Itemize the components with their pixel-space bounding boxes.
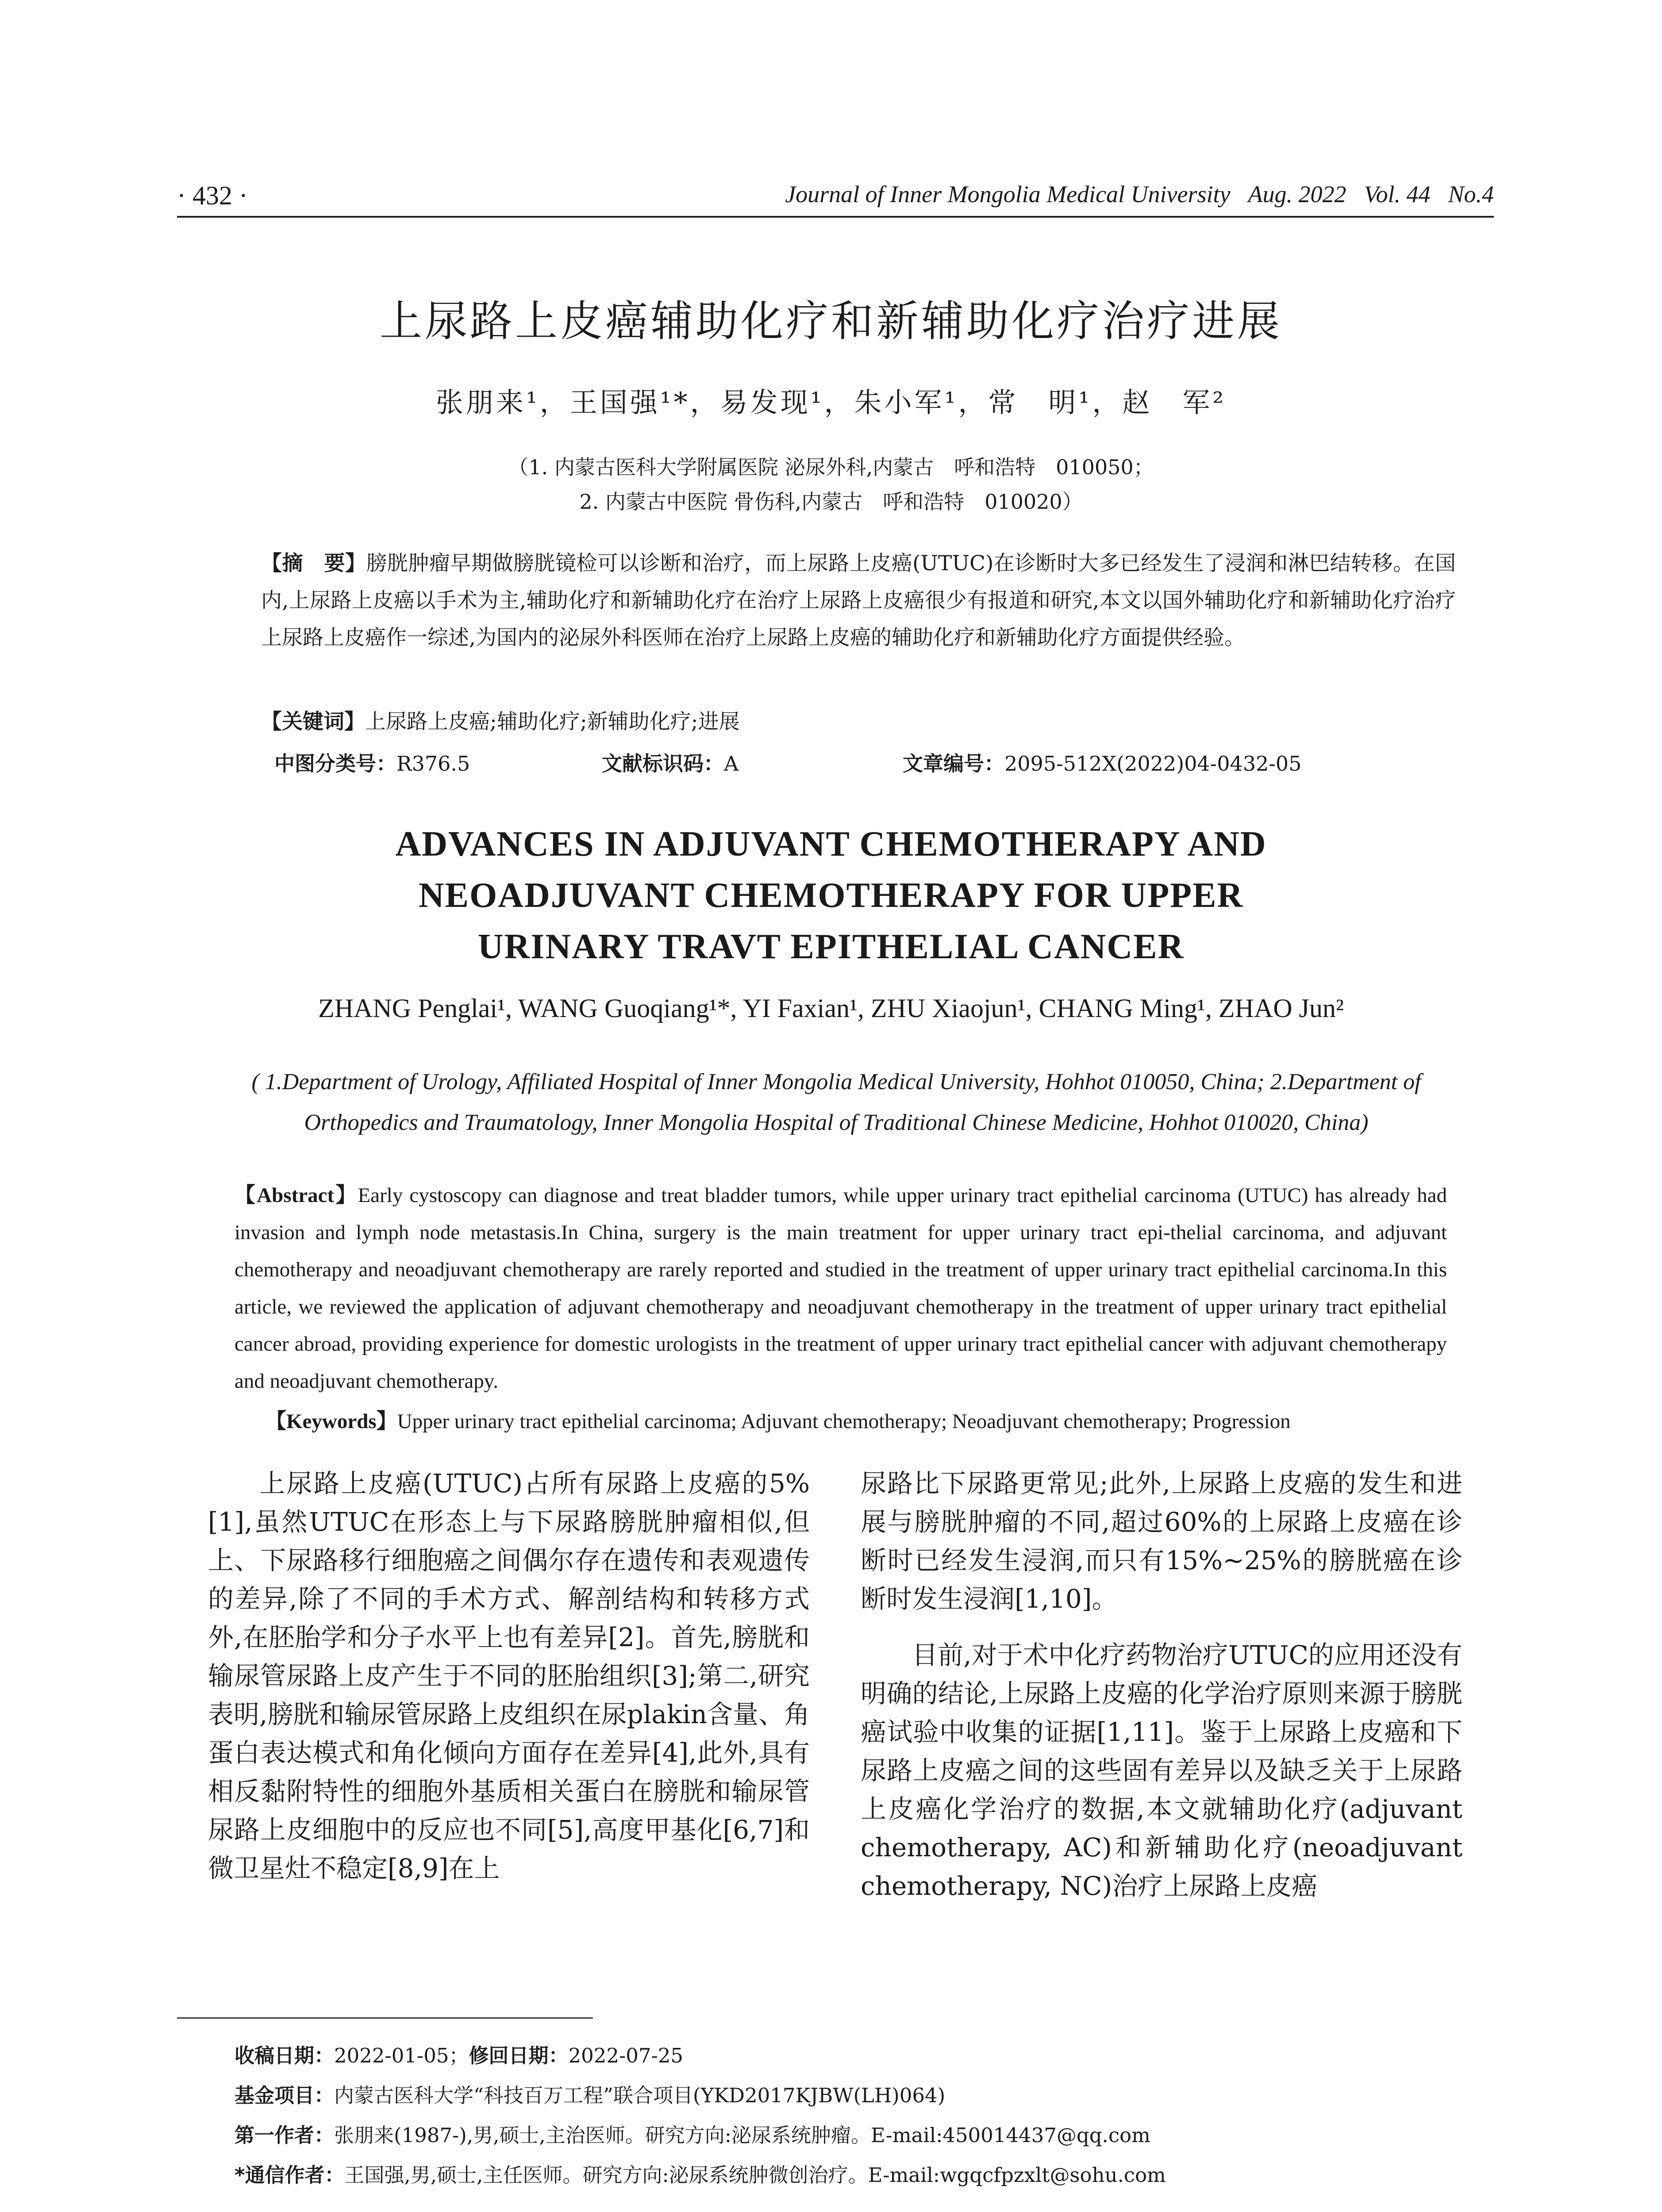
footnote-first-author xyxy=(235,2119,1562,2148)
journal-name: Journal of Inner Mongolia Medical University xyxy=(785,181,1231,207)
affiliation-english-1: ( 1.Department of Urology, Affiliated Hospital of Inner Mongolia Medical University, Hohhot 010050, China; 2.Department of xyxy=(251,1069,1421,1094)
volume: Vol. 44 xyxy=(1364,181,1431,207)
affiliation-english xyxy=(208,1062,1465,1143)
title-chinese: 上尿路上皮癌辅助化疗和新辅助化疗治疗进展 xyxy=(380,296,1282,346)
body-column-right xyxy=(861,1464,1462,1905)
keywords-english-label: 【Keywords】 xyxy=(265,1410,397,1433)
doc-code-label: 文献标识码： xyxy=(602,752,724,776)
body-paragraph: 目前,对于术中化疗药物治疗UTUC的应用还没有明确的结论,上尿路上皮癌的化学治疗原则来源于膀胱癌试验中收集的证据[1,11]。鉴于上尿路上皮癌和下尿路上皮癌之间的这些固有差异以及缺乏关于上尿路上皮癌化学治疗的数据,本文就辅助化疗(adjuvant chemotherapy, AC)和新辅助化疗(neoadjuvant chemotherapy, NC)治疗上尿路上皮癌 xyxy=(861,1640,1462,1901)
keywords-english xyxy=(265,1405,1460,1434)
abstract-english-text: Early cystoscopy can diagnose and treat bladder tumors, while upper urinary tract epithelial carcinoma (UTUC) has already had invasion and lymph node metastasis.In China, surgery is the main treatment for upper urinary tract epi-thelial carcinoma, and adjuvant chemotherapy and neoadjuvant chemotherapy are rarely reported and studied in the treatment of upper urinary tract epithelial carcinoma.In this article, we reviewed the application of adjuvant chemotherapy and neoadjuvant chemotherapy in the treatment of upper urinary tract epithelial cancer abroad, providing experience for domestic urologists in the treatment of upper urinary tract epithelial cancer with adjuvant chemotherapy and neoadjuvant chemotherapy. xyxy=(235,1184,1447,1393)
received-label: 收稿日期： xyxy=(235,2044,335,2067)
title-english-line-1: ADVANCES IN ADJUVANT CHEMOTHERAPY AND xyxy=(395,825,1267,864)
running-header xyxy=(177,180,1494,218)
keywords-english-text: Upper urinary tract epithelial carcinoma; Adjuvant chemotherapy; Neoadjuvant chemotherapy; Progression xyxy=(397,1410,1291,1433)
body-paragraph: 尿路比下尿路更常见;此外,上尿路上皮癌的发生和进展与膀胱肿瘤的不同,超过60%的上尿路上皮癌在诊断时已经发生浸润,而只有15%~25%的膀胱癌在诊断时发生浸润[1,10]。 xyxy=(861,1468,1462,1614)
clc-value: R376.5 xyxy=(396,752,470,776)
received-value: 2022-01-05； xyxy=(334,2044,469,2067)
body-column-left xyxy=(208,1464,810,1888)
affiliation-chinese-2: 2. 内蒙古中医院 骨伤科,内蒙古 呼和浩特 010020） xyxy=(579,490,1083,514)
abstract-chinese-text: 膀胱肿瘤早期做膀胱镜检可以诊断和治疗，而上尿路上皮癌(UTUC)在诊断时大多已经发生了浸润和淋巴结转移。在国内,上尿路上皮癌以手术为主,辅助化疗和新辅助化疗在治疗上尿路上皮癌很少有报道和研究,本文以国外辅助化疗和新辅助化疗治疗上尿路上皮癌作一综述,为国内的泌尿外科医师在治疗上尿路上皮癌的辅助化疗和新辅助化疗方面提供经验。 xyxy=(261,551,1456,650)
abstract-english-label: 【Abstract】 xyxy=(235,1184,358,1207)
authors-chinese: 张朋来¹，王国强¹*，易发现¹，朱小军¹，常 明¹，赵 军² xyxy=(435,386,1227,419)
revised-value: 2022-07-25 xyxy=(568,2044,683,2067)
journal-citation xyxy=(767,180,1494,208)
abstract-chinese-label: 【摘 要】 xyxy=(261,551,366,576)
corresponding-value: 王国强,男,硕士,主任医师。研究方向:泌尿系统肿微创治疗。E-mail:wgqcfpzxlt@sohu.com xyxy=(344,2163,1166,2187)
body-paragraph: 上尿路上皮癌(UTUC)占所有尿路上皮癌的5%[1],虽然UTUC在形态上与下尿路膀胱肿瘤相似,但上、下尿路移行细胞癌之间偶尔存在遗传和表观遗传的差异,除了不同的手术方式、解剖结构和转移方式外,在胚胎学和分子水平上也有差异[2]。首先,膀胱和输尿管尿路上皮产生于不同的胚胎组织[3];第二,研究表明,膀胱和输尿管尿路上皮组织在尿plakin含量、角蛋白表达模式和角化倾向方面存在差异[4],此外,具有相反黏附特性的细胞外基质相关蛋白在膀胱和输尿管尿路上皮细胞中的反应也不同[5],高度甲基化[6,7]和微卫星灶不稳定[8,9]在上 xyxy=(208,1468,810,1883)
abstract-english xyxy=(235,1177,1447,1400)
first-author-label: 第一作者： xyxy=(235,2124,335,2147)
title-english xyxy=(0,818,1662,972)
affiliation-english-2: Orthopedics and Traumatology, Inner Mongolia Hospital of Traditional Chinese Medicine, Hohhot 010020, China) xyxy=(304,1110,1369,1135)
first-author-value: 张朋来(1987-),男,硕士,主治医师。研究方向:泌尿系统肿瘤。E-mail:450014437@qq.com xyxy=(334,2124,1150,2147)
page-number: · 432 · xyxy=(177,181,248,210)
issue-date: Aug. 2022 xyxy=(1248,181,1347,207)
authors-english: ZHANG Penglai¹, WANG Guoqiang¹*, YI Faxian¹, ZHU Xiaojun¹, CHANG Ming¹, ZHAO Jun² xyxy=(318,994,1344,1023)
title-english-line-2: NEOADJUVANT CHEMOTHERAPY FOR UPPER xyxy=(418,876,1244,915)
keywords-chinese xyxy=(261,703,1456,741)
doc-code-value: A xyxy=(724,752,739,776)
keywords-chinese-text: 上尿路上皮癌;辅助化疗;新辅助化疗;进展 xyxy=(365,710,740,734)
corresponding-label: *通信作者： xyxy=(235,2163,345,2187)
footnote-dates xyxy=(235,2039,1562,2068)
article-number-label: 文章编号： xyxy=(903,752,1004,776)
footnote-corresponding-author xyxy=(235,2159,1562,2188)
title-english-line-3: URINARY TRAVT EPITHELIAL CANCER xyxy=(477,927,1185,966)
clc-label: 中图分类号： xyxy=(274,752,396,776)
footnote-fund xyxy=(235,2079,1562,2108)
abstract-chinese xyxy=(261,545,1456,657)
keywords-chinese-label: 【关键词】 xyxy=(261,710,365,734)
fund-label: 基金项目： xyxy=(235,2084,335,2107)
fund-value: 内蒙古医科大学“科技百万工程”联合项目(YKD2017KJBW(LH)064) xyxy=(334,2084,946,2107)
affiliation-chinese-1: （1. 内蒙古医科大学附属医院 泌尿外科,内蒙古 呼和浩特 010050； xyxy=(508,455,1154,479)
article-number-value: 2095-512X(2022)04-0432-05 xyxy=(1004,752,1302,776)
footnote-divider xyxy=(177,2017,593,2019)
issue-number: No.4 xyxy=(1448,181,1494,207)
revised-label: 修回日期： xyxy=(469,2044,569,2067)
